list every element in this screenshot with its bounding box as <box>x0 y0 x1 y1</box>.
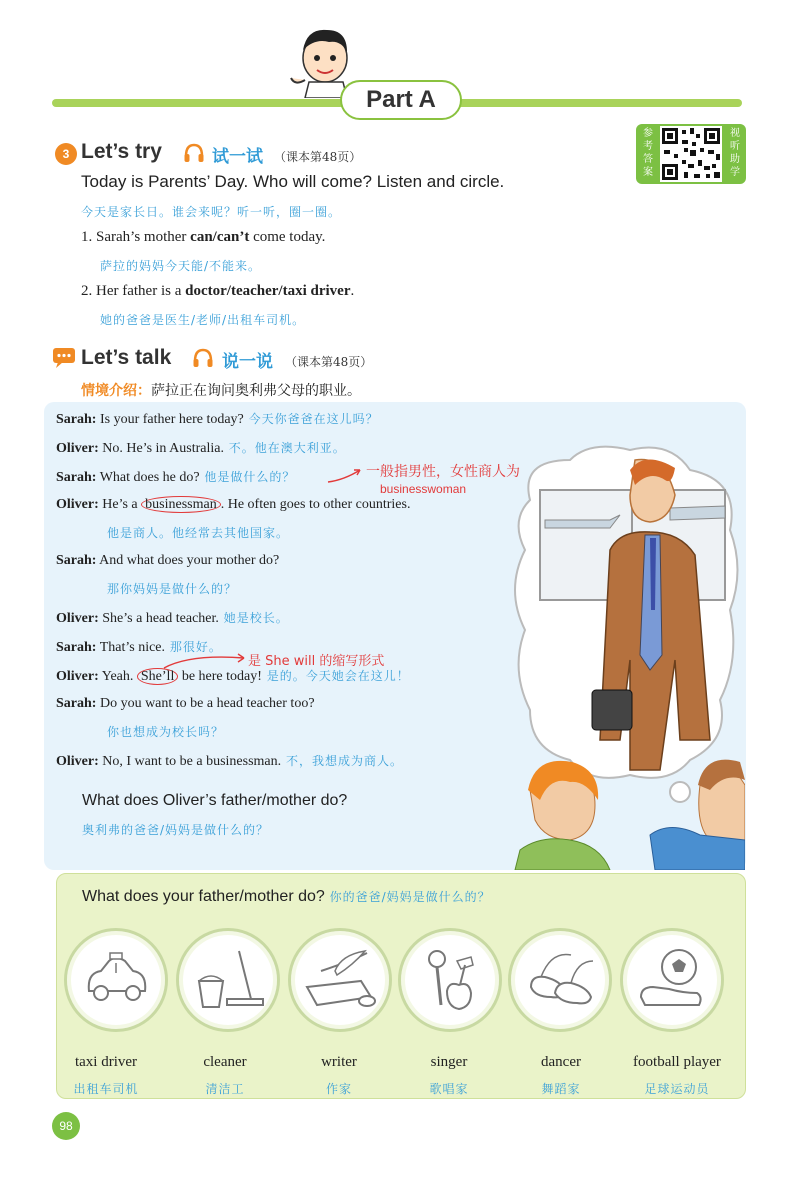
try-instruction-cn: 今天是家长日。谁会来呢？听一听，圈一圈。 <box>81 205 342 219</box>
job-label-dancer: dancer <box>541 1054 581 1070</box>
football-player-circle <box>620 928 724 1032</box>
football-boot-icon <box>623 931 721 1029</box>
speaker-sarah: Sarah: <box>56 696 97 711</box>
try-title-cn: 试一试 <box>212 147 263 167</box>
dialogue-text: Do you want to be a head teacher too? <box>96 696 315 711</box>
job-cn-writer: 作家 <box>325 1082 352 1096</box>
talk-question: What does Oliver’s father/mother do? <box>82 792 348 809</box>
dialogue-cn: 不。他在澳大利亚。 <box>223 441 346 455</box>
qr-left-label: 参考答案 <box>643 128 653 178</box>
dialogue-text: She’s a head teacher. <box>98 611 219 626</box>
headphones-icon[interactable] <box>192 347 214 369</box>
bucket-mop-icon <box>179 931 277 1029</box>
dialogue-line-2 <box>56 439 346 457</box>
dialogue-text: And what does your mother do? <box>96 553 280 568</box>
dialogue-cn: 他是做什么的？ <box>199 470 296 484</box>
dialogue-line-6 <box>56 609 289 627</box>
speaker-sarah: Sarah: <box>56 470 97 485</box>
try-question-2 <box>81 283 354 300</box>
dialogue-text-pre: Yeah. <box>98 669 137 684</box>
dialogue-text: No. He’s in Australia. <box>98 441 224 456</box>
circled-word-businessman: businessman <box>141 496 221 513</box>
talk-context-label: 情境介绍： <box>81 383 151 399</box>
speaker-oliver: Oliver: <box>56 754 99 769</box>
speaker-oliver: Oliver: <box>56 441 99 456</box>
job-label-taxi-driver: taxi driver <box>74 1054 138 1070</box>
try-question-2-options: doctor/teacher/taxi driver <box>185 283 351 299</box>
try-number-icon: 3 <box>55 143 77 165</box>
speaker-oliver: Oliver: <box>56 497 99 512</box>
dialogue-cn: 她是校长。 <box>218 611 289 625</box>
writer-circle <box>288 928 392 1032</box>
dialogue-cn: 今天你爸爸在这儿吗？ <box>243 412 379 426</box>
job-label-singer: singer <box>430 1054 468 1070</box>
speaker-oliver: Oliver: <box>56 611 99 626</box>
jobs-question-cn: 你的爸爸/妈妈是做什么的？ <box>324 890 491 904</box>
dialogue-line-1 <box>56 410 379 428</box>
speaker-sarah: Sarah: <box>56 412 97 427</box>
dialogue-line-5 <box>56 553 279 569</box>
job-cn-cleaner: 清洁工 <box>205 1082 245 1096</box>
dancer-circle <box>508 928 612 1032</box>
quill-book-icon <box>291 931 389 1029</box>
dialogue-cn: 那你妈妈是做什么的？ <box>107 582 238 596</box>
note-businesswoman-en: businesswoman <box>380 482 467 496</box>
microphone-guitar-icon <box>401 931 499 1029</box>
talk-context-text: 萨拉正在询问奥利弗父母的职业。 <box>151 383 361 399</box>
note-businesswoman-cn: 一般指男性，女性商人为 <box>366 464 520 480</box>
job-cn-dancer: 舞蹈家 <box>541 1082 581 1096</box>
try-question-2-post: . <box>350 283 355 299</box>
singer-circle <box>398 928 502 1032</box>
speaker-sarah: Sarah: <box>56 553 97 568</box>
dialogue-text: What does he do? <box>96 470 200 485</box>
dialogue-cn: 不，我想成为商人。 <box>281 754 403 768</box>
talk-title-cn: 说一说 <box>222 352 273 372</box>
taxi-icon <box>67 931 165 1029</box>
job-cn-taxi-driver: 出租车司机 <box>73 1082 139 1096</box>
dialogue-text-pre: He’s a <box>98 497 142 512</box>
taxi-circle <box>64 928 168 1032</box>
jobs-question <box>82 888 491 906</box>
talk-question-cn: 奥利弗的爸爸/妈妈是做什么的？ <box>82 823 270 837</box>
page-number: 98 <box>52 1112 80 1140</box>
try-question-1-post: come today. <box>249 229 326 245</box>
try-question-2-pre: 2. Her father is a <box>81 283 186 299</box>
businessman-illustration <box>500 440 745 870</box>
talk-title: Let’s talk <box>81 346 172 369</box>
job-label-writer: writer <box>321 1054 357 1070</box>
job-cn-singer: 歌唱家 <box>429 1082 469 1096</box>
try-question-2-cn: 她的爸爸是医生/老师/出租车司机。 <box>100 313 306 327</box>
dialogue-line-3 <box>56 468 295 486</box>
dialogue-line-10 <box>56 752 403 770</box>
try-instruction: Today is Parents’ Day. Who will come? Listen and circle. <box>81 172 505 191</box>
speech-bubble-icon <box>52 347 76 369</box>
job-cn-football-player: 足球运动员 <box>644 1082 710 1096</box>
ballet-shoes-icon <box>511 931 609 1029</box>
try-question-1-pre: 1. Sarah’s mother <box>81 229 191 245</box>
dialogue-text: No, I want to be a businessman. <box>98 754 282 769</box>
circled-word-shell: She’ll <box>137 668 178 685</box>
try-question-1-options: can/can’t <box>190 229 250 245</box>
headphones-icon[interactable] <box>183 142 205 164</box>
note-she-will-cn: 是 She will 的缩写形式 <box>248 654 385 669</box>
dialogue-cn: 你也想成为校长吗？ <box>107 725 225 739</box>
note-arrow-icon <box>326 464 366 486</box>
speaker-sarah: Sarah: <box>56 640 97 655</box>
speaker-oliver: Oliver: <box>56 669 99 684</box>
talk-context <box>81 380 361 400</box>
dialogue-cn: 那很好。 <box>165 640 222 654</box>
dialogue-line-4 <box>56 497 410 513</box>
dialogue-cn: 是的。今天她会在这儿！ <box>261 669 410 683</box>
qr-code-icon[interactable] <box>660 126 722 182</box>
try-page-ref: （课本第48页） <box>274 150 362 164</box>
talk-page-ref: （课本第48页） <box>285 355 373 369</box>
dialogue-text-post: . He often goes to other countries. <box>220 497 411 512</box>
try-question-1-cn: 萨拉的妈妈今天能/不能来。 <box>100 259 262 273</box>
dialogue-text-post: be here today! <box>178 669 262 684</box>
jobs-question-en: What does your father/mother do? <box>82 888 325 905</box>
part-title-badge: Part A <box>340 80 462 120</box>
try-title: Let’s try <box>81 140 162 163</box>
try-question-1 <box>81 229 325 246</box>
dialogue-line-9 <box>56 696 315 712</box>
job-label-cleaner: cleaner <box>203 1054 247 1070</box>
dialogue-text: That’s nice. <box>96 640 166 655</box>
dialogue-cn: 他是商人。他经常去其他国家。 <box>107 526 290 540</box>
qr-right-label: 视听助学 <box>730 128 740 178</box>
dialogue-text: Is your father here today? <box>96 412 244 427</box>
dialogue-line-8 <box>56 667 410 685</box>
job-label-football-player: football player <box>633 1054 721 1070</box>
cleaner-circle <box>176 928 280 1032</box>
